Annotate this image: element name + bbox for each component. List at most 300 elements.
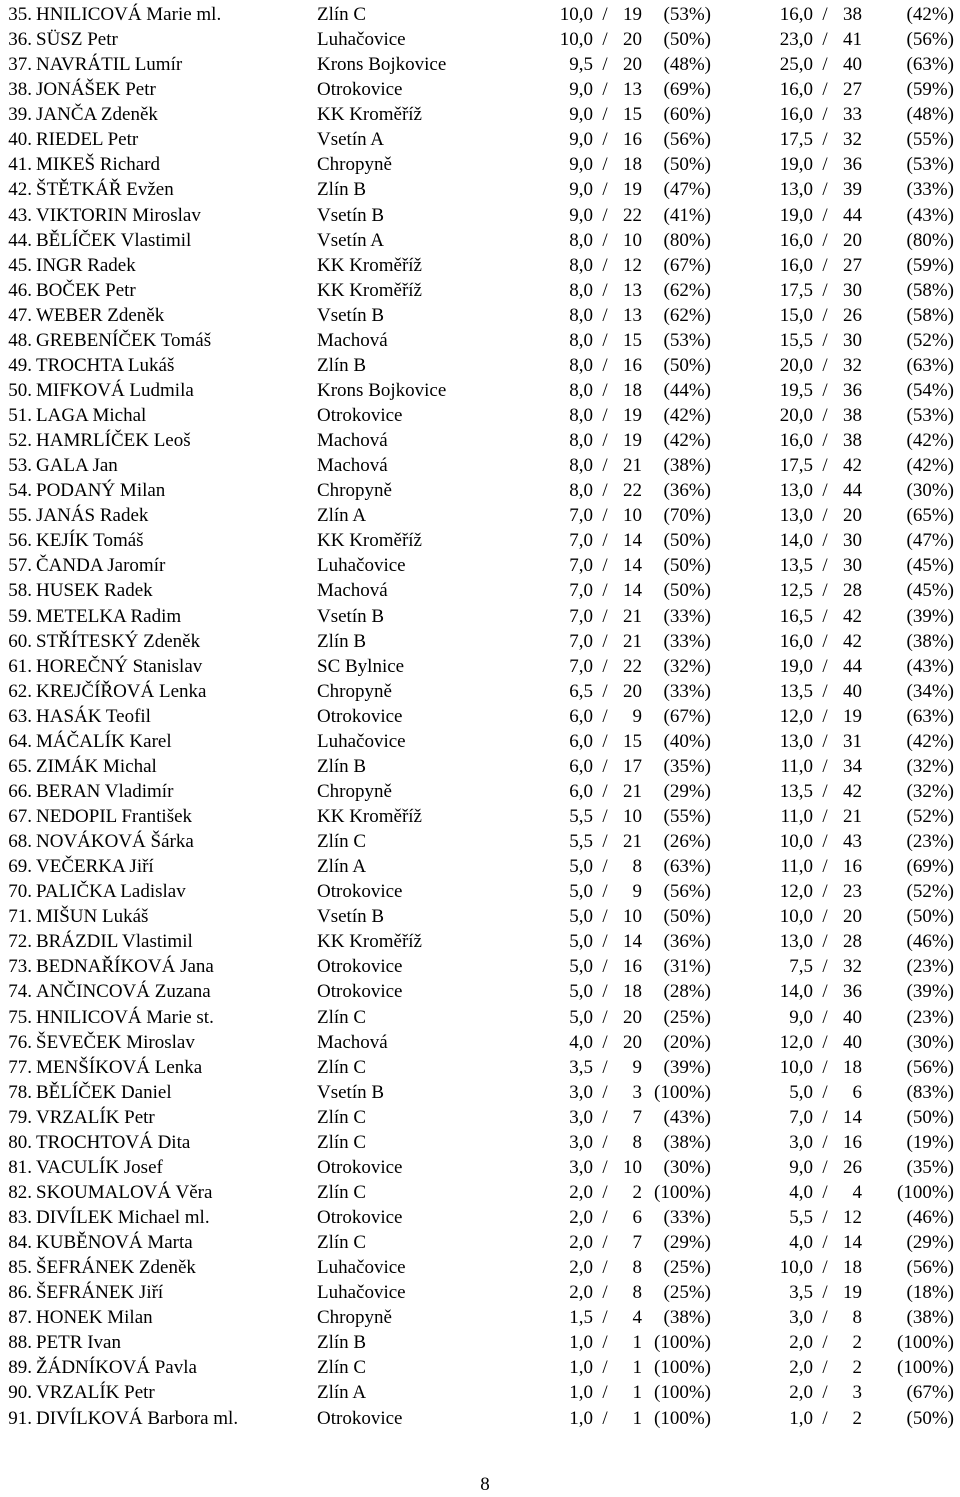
player-name: JANČA Zdeněk — [36, 104, 158, 126]
player-name: HUSEK Radek — [36, 580, 153, 602]
rank-cell: 37. — [8, 54, 32, 76]
total-1: 22 — [623, 204, 642, 226]
total-2: 16 — [843, 856, 862, 878]
score-1: 8,0 — [569, 354, 593, 376]
rank-cell: 38. — [8, 79, 32, 101]
player-name: TROCHTOVÁ Dita — [36, 1131, 191, 1153]
total-1: 18 — [623, 981, 642, 1003]
separator-2: / — [822, 4, 828, 25]
player-name: NAVRÁTIL Lumír — [36, 54, 183, 76]
score-2: 17,5 — [779, 455, 813, 477]
score-1: 5,5 — [569, 831, 593, 853]
club-name: Otrokovice — [317, 956, 403, 978]
club-name: Chropyně — [317, 780, 392, 802]
separator-1: / — [602, 630, 608, 652]
score-1: 3,0 — [569, 1106, 593, 1128]
total-2: 32 — [843, 956, 862, 978]
score-2: 4,0 — [789, 1181, 813, 1203]
club-name: Zlín C — [317, 4, 367, 25]
rank-cell: 84. — [8, 1232, 32, 1254]
rank-cell: 50. — [8, 379, 32, 401]
total-1: 1 — [632, 1332, 642, 1354]
separator-1: / — [602, 1282, 608, 1304]
separator-2: / — [822, 129, 828, 151]
table-row — [0, 729, 960, 754]
table-row — [0, 1155, 960, 1180]
score-1: 5,0 — [569, 1006, 593, 1028]
club-name: Otrokovice — [317, 881, 403, 903]
player-name: KEJÍK Tomáš — [36, 530, 144, 552]
rank-cell: 86. — [8, 1282, 32, 1304]
table-row — [0, 328, 960, 353]
table-row — [0, 478, 960, 503]
table-row — [0, 378, 960, 403]
separator-1: / — [602, 530, 608, 552]
score-1: 8,0 — [569, 304, 593, 326]
player-name: DIVÍLEK Michael ml. — [36, 1207, 210, 1228]
rank-cell: 55. — [8, 505, 32, 527]
percent-1: (69%) — [663, 79, 711, 101]
separator-2: / — [822, 530, 828, 552]
percent-1: (36%) — [663, 480, 711, 502]
total-1: 22 — [623, 480, 642, 502]
separator-1: / — [602, 856, 608, 878]
club-name: Chropyně — [317, 1307, 392, 1329]
score-1: 6,5 — [569, 680, 593, 702]
score-2: 12,0 — [779, 1031, 813, 1053]
player-name: BRÁZDIL Vlastimil — [36, 931, 193, 953]
score-2: 16,0 — [779, 430, 813, 452]
separator-1: / — [602, 605, 608, 627]
percent-2: (23%) — [906, 831, 954, 853]
total-2: 20 — [843, 229, 862, 251]
separator-1: / — [602, 1207, 608, 1228]
player-name: TROCHTA Lukáš — [36, 354, 175, 376]
rank-cell: 87. — [8, 1307, 32, 1329]
percent-1: (33%) — [663, 605, 711, 627]
player-name: MIFKOVÁ Ludmila — [36, 379, 194, 401]
player-name: HASÁK Teofil — [36, 705, 151, 727]
player-name: KREJČÍŘOVÁ Lenka — [36, 680, 207, 702]
score-2: 3,0 — [789, 1307, 813, 1329]
total-2: 4 — [852, 1181, 862, 1203]
percent-2: (32%) — [906, 755, 954, 777]
percent-2: (23%) — [906, 956, 954, 978]
percent-1: (36%) — [663, 931, 711, 953]
separator-1: / — [602, 555, 608, 577]
percent-1: (53%) — [663, 4, 711, 25]
rank-cell: 56. — [8, 530, 32, 552]
rank-cell: 47. — [8, 304, 32, 326]
score-1: 5,0 — [569, 931, 593, 953]
separator-2: / — [822, 505, 828, 527]
rank-cell: 42. — [8, 179, 32, 201]
percent-2: (45%) — [906, 555, 954, 577]
score-2: 10,0 — [779, 1257, 813, 1279]
total-1: 10 — [623, 229, 642, 251]
separator-1: / — [602, 329, 608, 351]
table-row — [0, 27, 960, 52]
total-1: 8 — [632, 1131, 642, 1153]
total-1: 7 — [632, 1232, 642, 1254]
table-row — [0, 1205, 960, 1230]
table-row — [0, 102, 960, 127]
score-1: 1,0 — [569, 1332, 593, 1354]
rank-cell: 36. — [8, 29, 32, 51]
separator-1: / — [602, 29, 608, 51]
score-2: 16,0 — [779, 630, 813, 652]
score-2: 15,0 — [779, 304, 813, 326]
club-name: Machová — [317, 430, 388, 452]
player-name: RIEDEL Petr — [36, 129, 139, 151]
rank-cell: 71. — [8, 906, 32, 928]
rank-cell: 46. — [8, 279, 32, 301]
total-1: 8 — [632, 1257, 642, 1279]
score-1: 9,0 — [569, 129, 593, 151]
total-2: 19 — [843, 1282, 862, 1304]
score-1: 8,0 — [569, 480, 593, 502]
percent-1: (42%) — [663, 405, 711, 426]
rank-cell: 79. — [8, 1106, 32, 1128]
separator-2: / — [822, 405, 828, 426]
separator-2: / — [822, 1181, 828, 1203]
total-1: 13 — [623, 304, 642, 326]
club-name: Zlín B — [317, 354, 367, 376]
separator-2: / — [822, 54, 828, 76]
rank-cell: 72. — [8, 931, 32, 953]
score-1: 4,0 — [569, 1031, 593, 1053]
score-1: 1,0 — [569, 1357, 593, 1379]
separator-2: / — [822, 1357, 828, 1379]
table-row — [0, 503, 960, 528]
score-1: 3,0 — [569, 1156, 593, 1178]
score-1: 3,5 — [569, 1056, 593, 1078]
percent-2: (69%) — [906, 856, 954, 878]
score-2: 14,0 — [779, 981, 813, 1003]
percent-1: (100%) — [654, 1357, 711, 1379]
score-1: 2,0 — [569, 1257, 593, 1279]
score-2: 9,0 — [789, 1006, 813, 1028]
rank-cell: 53. — [8, 455, 32, 477]
score-2: 17,5 — [779, 129, 813, 151]
score-1: 10,0 — [559, 29, 593, 51]
rank-cell: 61. — [8, 655, 32, 677]
club-name: KK Kroměříž — [317, 104, 422, 126]
total-1: 17 — [623, 755, 642, 777]
percent-1: (43%) — [663, 1106, 711, 1128]
separator-1: / — [602, 1332, 608, 1354]
total-2: 6 — [852, 1081, 862, 1103]
score-2: 17,5 — [779, 279, 813, 301]
percent-1: (50%) — [663, 580, 711, 602]
table-row — [0, 679, 960, 704]
percent-2: (52%) — [906, 806, 954, 827]
total-2: 31 — [843, 730, 862, 752]
score-1: 8,0 — [569, 229, 593, 251]
club-name: Zlín A — [317, 856, 367, 878]
separator-1: / — [602, 229, 608, 251]
percent-2: (42%) — [906, 730, 954, 752]
table-row — [0, 1380, 960, 1405]
rank-cell: 39. — [8, 104, 32, 126]
separator-1: / — [602, 129, 608, 151]
total-2: 30 — [843, 329, 862, 351]
percent-1: (28%) — [663, 981, 711, 1003]
total-2: 18 — [843, 1056, 862, 1078]
table-row — [0, 604, 960, 629]
total-2: 21 — [843, 806, 862, 827]
percent-1: (67%) — [663, 705, 711, 727]
total-1: 9 — [632, 1056, 642, 1078]
club-name: Zlín C — [317, 1232, 367, 1254]
separator-2: / — [822, 204, 828, 226]
percent-2: (32%) — [906, 780, 954, 802]
total-1: 16 — [623, 129, 642, 151]
player-name: ANČINCOVÁ Zuzana — [36, 981, 211, 1003]
club-name: Krons Bojkovice — [317, 54, 447, 76]
total-1: 21 — [623, 455, 642, 477]
score-1: 3,0 — [569, 1131, 593, 1153]
score-1: 7,0 — [569, 505, 593, 527]
total-2: 27 — [843, 254, 862, 276]
separator-2: / — [822, 806, 828, 827]
table-row — [0, 854, 960, 879]
total-1: 16 — [623, 956, 642, 978]
club-name: Vsetín B — [317, 1081, 385, 1103]
score-1: 6,0 — [569, 780, 593, 802]
percent-1: (70%) — [663, 505, 711, 527]
player-name: INGR Radek — [36, 254, 136, 276]
percent-2: (80%) — [906, 229, 954, 251]
total-1: 14 — [623, 931, 642, 953]
total-2: 38 — [843, 4, 862, 25]
player-name: WEBER Zdeněk — [36, 304, 165, 326]
score-2: 16,0 — [779, 229, 813, 251]
score-1: 6,0 — [569, 755, 593, 777]
table-row — [0, 654, 960, 679]
total-1: 1 — [632, 1357, 642, 1379]
rank-cell: 76. — [8, 1031, 32, 1053]
percent-2: (58%) — [906, 304, 954, 326]
separator-1: / — [602, 1006, 608, 1028]
score-1: 2,0 — [569, 1282, 593, 1304]
separator-1: / — [602, 655, 608, 677]
separator-2: / — [822, 329, 828, 351]
percent-2: (18%) — [906, 1282, 954, 1304]
score-2: 11,0 — [780, 806, 813, 827]
separator-1: / — [602, 1181, 608, 1203]
total-2: 39 — [843, 179, 862, 201]
total-2: 42 — [843, 780, 862, 802]
separator-2: / — [822, 154, 828, 176]
total-1: 18 — [623, 379, 642, 401]
total-1: 14 — [623, 555, 642, 577]
club-name: Vsetín B — [317, 906, 385, 928]
separator-1: / — [602, 79, 608, 101]
score-2: 16,0 — [779, 254, 813, 276]
table-row — [0, 704, 960, 729]
player-name: KUBĚNOVÁ Marta — [36, 1232, 193, 1254]
score-1: 8,0 — [569, 279, 593, 301]
percent-1: (40%) — [663, 730, 711, 752]
score-2: 25,0 — [779, 54, 813, 76]
total-1: 10 — [623, 1156, 642, 1178]
total-1: 21 — [623, 780, 642, 802]
player-name: ŽÁDNÍKOVÁ Pavla — [36, 1357, 197, 1379]
total-2: 20 — [843, 505, 862, 527]
total-2: 43 — [843, 831, 862, 853]
percent-2: (48%) — [906, 104, 954, 126]
score-2: 13,0 — [779, 730, 813, 752]
total-2: 42 — [843, 605, 862, 627]
total-1: 21 — [623, 630, 642, 652]
player-name: METELKA Radim — [36, 605, 182, 627]
total-1: 20 — [623, 1006, 642, 1028]
club-name: Machová — [317, 329, 388, 351]
percent-2: (63%) — [906, 354, 954, 376]
club-name: Krons Bojkovice — [317, 379, 447, 401]
score-2: 19,5 — [779, 379, 813, 401]
club-name: Zlín C — [317, 1181, 367, 1203]
percent-1: (29%) — [663, 780, 711, 802]
separator-2: / — [822, 755, 828, 777]
rank-cell: 90. — [8, 1382, 32, 1404]
percent-2: (100%) — [897, 1181, 954, 1203]
rank-cell: 48. — [8, 329, 32, 351]
separator-2: / — [822, 1407, 828, 1429]
separator-2: / — [822, 1131, 828, 1153]
total-1: 20 — [623, 54, 642, 76]
percent-2: (34%) — [906, 680, 954, 702]
separator-2: / — [822, 831, 828, 853]
total-2: 8 — [852, 1307, 862, 1329]
percent-1: (35%) — [663, 755, 711, 777]
percent-1: (62%) — [663, 304, 711, 326]
total-2: 40 — [843, 54, 862, 76]
score-1: 5,0 — [569, 956, 593, 978]
score-2: 7,5 — [789, 956, 813, 978]
score-2: 16,0 — [779, 79, 813, 101]
separator-2: / — [822, 931, 828, 953]
total-2: 41 — [843, 29, 862, 51]
score-1: 7,0 — [569, 605, 593, 627]
player-name: VACULÍK Josef — [36, 1156, 163, 1178]
separator-2: / — [822, 1382, 828, 1404]
score-1: 9,0 — [569, 179, 593, 201]
percent-2: (46%) — [906, 1207, 954, 1228]
separator-1: / — [602, 179, 608, 201]
separator-1: / — [602, 806, 608, 827]
score-2: 23,0 — [779, 29, 813, 51]
percent-2: (43%) — [906, 655, 954, 677]
player-name: STŘÍTESKÝ Zdeněk — [36, 630, 201, 652]
club-name: Zlín C — [317, 1006, 367, 1028]
separator-2: / — [822, 279, 828, 301]
percent-1: (63%) — [663, 856, 711, 878]
table-row — [0, 954, 960, 979]
table-row — [0, 77, 960, 102]
percent-1: (62%) — [663, 279, 711, 301]
score-2: 12,0 — [779, 705, 813, 727]
total-2: 23 — [843, 881, 862, 903]
total-1: 12 — [623, 254, 642, 276]
separator-2: / — [822, 1106, 828, 1128]
percent-1: (38%) — [663, 1131, 711, 1153]
score-1: 7,0 — [569, 580, 593, 602]
score-2: 4,0 — [789, 1232, 813, 1254]
player-name: ZIMÁK Michal — [36, 755, 157, 777]
total-2: 42 — [843, 455, 862, 477]
separator-2: / — [822, 354, 828, 376]
total-1: 19 — [623, 179, 642, 201]
separator-1: / — [602, 881, 608, 903]
percent-2: (30%) — [906, 1031, 954, 1053]
score-1: 10,0 — [559, 4, 593, 25]
player-name: GREBENÍČEK Tomáš — [36, 329, 212, 351]
total-1: 19 — [623, 4, 642, 25]
player-name: HAMRLÍČEK Leoš — [36, 430, 191, 452]
club-name: Luhačovice — [317, 555, 406, 577]
rank-cell: 58. — [8, 580, 32, 602]
page-number: 8 — [480, 1474, 490, 1495]
player-name: NOVÁKOVÁ Šárka — [36, 831, 194, 853]
rank-cell: 73. — [8, 956, 32, 978]
percent-2: (56%) — [906, 29, 954, 51]
percent-2: (38%) — [906, 630, 954, 652]
club-name: Otrokovice — [317, 705, 403, 727]
score-2: 10,0 — [779, 831, 813, 853]
player-name: ŠEFRÁNEK Jiří — [36, 1282, 164, 1304]
total-1: 14 — [623, 530, 642, 552]
table-row — [0, 303, 960, 328]
separator-2: / — [822, 79, 828, 101]
total-2: 26 — [843, 304, 862, 326]
separator-2: / — [822, 605, 828, 627]
percent-2: (47%) — [906, 530, 954, 552]
rank-cell: 80. — [8, 1131, 32, 1153]
table-row — [0, 779, 960, 804]
separator-1: / — [602, 354, 608, 376]
total-1: 13 — [623, 279, 642, 301]
player-name: HNILICOVÁ Marie ml. — [36, 4, 222, 25]
percent-1: (50%) — [663, 530, 711, 552]
total-1: 15 — [623, 104, 642, 126]
total-2: 30 — [843, 530, 862, 552]
rank-cell: 62. — [8, 680, 32, 702]
table-row — [0, 2, 960, 27]
score-2: 16,0 — [779, 104, 813, 126]
separator-2: / — [822, 379, 828, 401]
score-1: 1,0 — [569, 1382, 593, 1404]
total-1: 1 — [632, 1382, 642, 1404]
player-name: VIKTORIN Miroslav — [36, 204, 201, 226]
club-name: Zlín C — [317, 1131, 367, 1153]
total-1: 18 — [623, 154, 642, 176]
club-name: Vsetín B — [317, 605, 385, 627]
percent-1: (50%) — [663, 906, 711, 928]
separator-2: / — [822, 906, 828, 928]
score-1: 1,0 — [569, 1407, 593, 1429]
club-name: Machová — [317, 1031, 388, 1053]
score-1: 9,0 — [569, 104, 593, 126]
separator-2: / — [822, 555, 828, 577]
rank-cell: 81. — [8, 1156, 32, 1178]
separator-1: / — [602, 906, 608, 928]
club-name: Otrokovice — [317, 981, 403, 1003]
percent-1: (33%) — [663, 680, 711, 702]
player-name: SKOUMALOVÁ Věra — [36, 1181, 213, 1203]
score-2: 13,5 — [779, 780, 813, 802]
